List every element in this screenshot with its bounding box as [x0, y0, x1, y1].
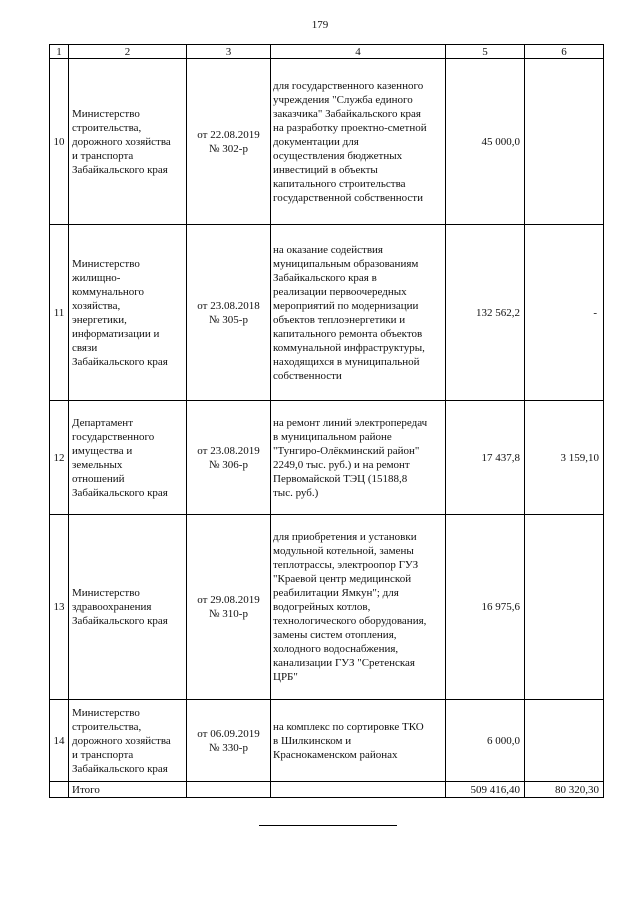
column-header: 2 [69, 45, 187, 59]
purpose-line: для государственного казенного [273, 79, 424, 92]
column-number-row [50, 45, 604, 59]
purpose-line: государственной собственности [273, 191, 423, 204]
table-row [50, 401, 604, 515]
organization-line: Министерство [72, 107, 140, 120]
table-row [50, 700, 604, 782]
order-date: от 23.08.2019 [197, 444, 260, 457]
purpose-line: реабилитации Ямкун"; для [273, 587, 399, 599]
organization-cell [69, 401, 187, 515]
column-header: 1 [50, 45, 69, 59]
purpose-line: на разработку проектно-сметной [273, 121, 427, 134]
order-date: от 23.08.2018 [197, 299, 260, 312]
purpose-line: холодного водоснабжения, [273, 643, 399, 655]
purpose-cell [271, 59, 446, 225]
order-number: № 302-р [209, 142, 248, 155]
purpose-line: тыс. руб.) [273, 486, 319, 499]
organization-line: Забайкальского края [72, 615, 168, 627]
amount-cell: 45 000,0 [446, 59, 525, 225]
purpose-line: собственности [273, 369, 342, 382]
purpose-line: коммунальной инфраструктуры, [273, 341, 425, 354]
purpose-line: осуществления бюджетных [273, 149, 403, 162]
organization-cell [69, 59, 187, 225]
purpose-line: теплотрассы, электроопор ГУЗ [273, 559, 419, 571]
purpose-line: мероприятий по модернизации [273, 299, 419, 312]
organization-line: Министерство [72, 587, 140, 599]
organization-line: строительства, [72, 720, 142, 733]
order-number: № 306-р [209, 458, 248, 471]
additional-amount-cell [525, 515, 604, 700]
purpose-line: заказчика" Забайкальского края [273, 107, 421, 120]
purpose-line: канализации ГУЗ "Сретенская [273, 657, 415, 669]
order-date: от 29.08.2019 [197, 594, 260, 606]
purpose-line: технологического оборудования, [273, 615, 427, 627]
order-cell [187, 401, 271, 515]
purpose-line: замены систем отопления, [273, 629, 397, 641]
organization-line: Департамент [72, 416, 134, 429]
purpose-line: муниципальным образованиям [273, 257, 419, 270]
organization-line: Забайкальского края [72, 762, 168, 775]
organization-line: хозяйства, [72, 299, 121, 312]
organization-line: Министерство [72, 257, 140, 270]
organization-line: здравоохранения [72, 601, 152, 613]
purpose-line: учреждения "Служба единого [273, 93, 413, 106]
column-header: 5 [446, 45, 525, 59]
purpose-line: на ремонт линий электропередач [273, 416, 428, 429]
purpose-line: в муниципальном районе [273, 430, 392, 443]
purpose-line: "Краевой центр медицинской [273, 573, 412, 585]
organization-cell [69, 515, 187, 700]
column-header: 6 [525, 45, 604, 59]
purpose-line: документации для [273, 135, 359, 148]
purpose-line: Первомайской ТЭЦ (15188,8 [273, 472, 408, 485]
separator-line [259, 825, 397, 826]
organization-line: энергетики, [72, 313, 127, 326]
order-cell [187, 515, 271, 700]
amount-cell: 16 975,6 [446, 515, 525, 700]
purpose-line: Краснокаменском районах [273, 748, 398, 761]
organization-line: и транспорта [72, 748, 134, 761]
table-row [50, 225, 604, 401]
purpose-line: в Шилкинском и [273, 734, 352, 747]
amount-cell: 132 562,2 [446, 225, 525, 401]
organization-cell [69, 700, 187, 782]
organization-line: строительства, [72, 121, 142, 134]
order-number: № 310-р [209, 608, 248, 620]
purpose-line: 2249,0 тыс. руб.) и на ремонт [273, 458, 410, 471]
total-label: Итого [69, 782, 187, 798]
total-row [50, 782, 604, 798]
organization-line: Забайкальского края [72, 486, 168, 499]
amount-cell: 17 437,8 [446, 401, 525, 515]
organization-line: информатизации и [72, 327, 160, 340]
row-number: 12 [50, 401, 69, 515]
row-number: 13 [50, 515, 69, 700]
purpose-line: Забайкальского края в [273, 271, 377, 284]
row-number: 14 [50, 700, 69, 782]
row-number: 11 [50, 225, 69, 401]
organization-line: земельных [72, 458, 123, 471]
purpose-line: находящихся в муниципальной [273, 355, 420, 368]
organization-line: коммунального [72, 285, 144, 298]
additional-amount-cell [525, 700, 604, 782]
purpose-cell [271, 401, 446, 515]
order-number: № 330-р [209, 741, 248, 754]
total-additional-amount: 80 320,30 [525, 782, 604, 798]
total-empty-cell [187, 782, 271, 798]
amount-cell: 6 000,0 [446, 700, 525, 782]
allocation-table [49, 44, 604, 798]
purpose-cell [271, 515, 446, 700]
order-date: от 06.09.2019 [197, 727, 260, 740]
organization-line: государственного [72, 430, 155, 443]
purpose-line: модульной котельной, замены [273, 545, 414, 557]
organization-line: жилищно- [72, 271, 121, 284]
organization-line: дорожного хозяйства [72, 135, 171, 148]
table-row [50, 59, 604, 225]
order-number: № 305-р [209, 313, 248, 326]
organization-line: Забайкальского края [72, 163, 168, 176]
row-number: 10 [50, 59, 69, 225]
additional-amount-cell: - [525, 225, 604, 401]
purpose-line: капитального строительства [273, 177, 406, 190]
total-empty-cell [271, 782, 446, 798]
purpose-line: объектов теплоэнергетики и [273, 313, 406, 326]
table-row [50, 515, 604, 700]
organization-line: Министерство [72, 706, 140, 719]
page-number: 179 [311, 19, 329, 31]
organization-line: и транспорта [72, 149, 134, 162]
organization-line: связи [72, 341, 98, 354]
column-header: 3 [187, 45, 271, 59]
purpose-line: "Тунгиро-Олёкминский район" [273, 444, 420, 457]
organization-line: Забайкальского края [72, 355, 168, 368]
organization-cell [69, 225, 187, 401]
purpose-cell [271, 225, 446, 401]
total-amount: 509 416,40 [446, 782, 525, 798]
organization-line: имущества и [72, 444, 133, 457]
order-cell [187, 225, 271, 401]
purpose-line: водогрейных котлов, [273, 601, 371, 613]
purpose-line: для приобретения и установки [273, 531, 417, 543]
order-cell [187, 59, 271, 225]
order-date: от 22.08.2019 [197, 128, 260, 141]
additional-amount-cell: 3 159,10 [525, 401, 604, 515]
purpose-line: реализации первоочередных [273, 285, 407, 298]
purpose-line: на оказание содействия [273, 243, 383, 256]
purpose-line: капитального ремонта объектов [273, 327, 423, 340]
purpose-cell [271, 700, 446, 782]
purpose-line: на комплекс по сортировке ТКО [273, 720, 424, 733]
additional-amount-cell [525, 59, 604, 225]
order-cell [187, 700, 271, 782]
organization-line: дорожного хозяйства [72, 734, 171, 747]
organization-line: отношений [72, 472, 125, 485]
column-header: 4 [271, 45, 446, 59]
purpose-line: инвестиций в объекты [273, 163, 378, 176]
total-empty-cell [50, 782, 69, 798]
purpose-line: ЦРБ" [273, 671, 298, 683]
